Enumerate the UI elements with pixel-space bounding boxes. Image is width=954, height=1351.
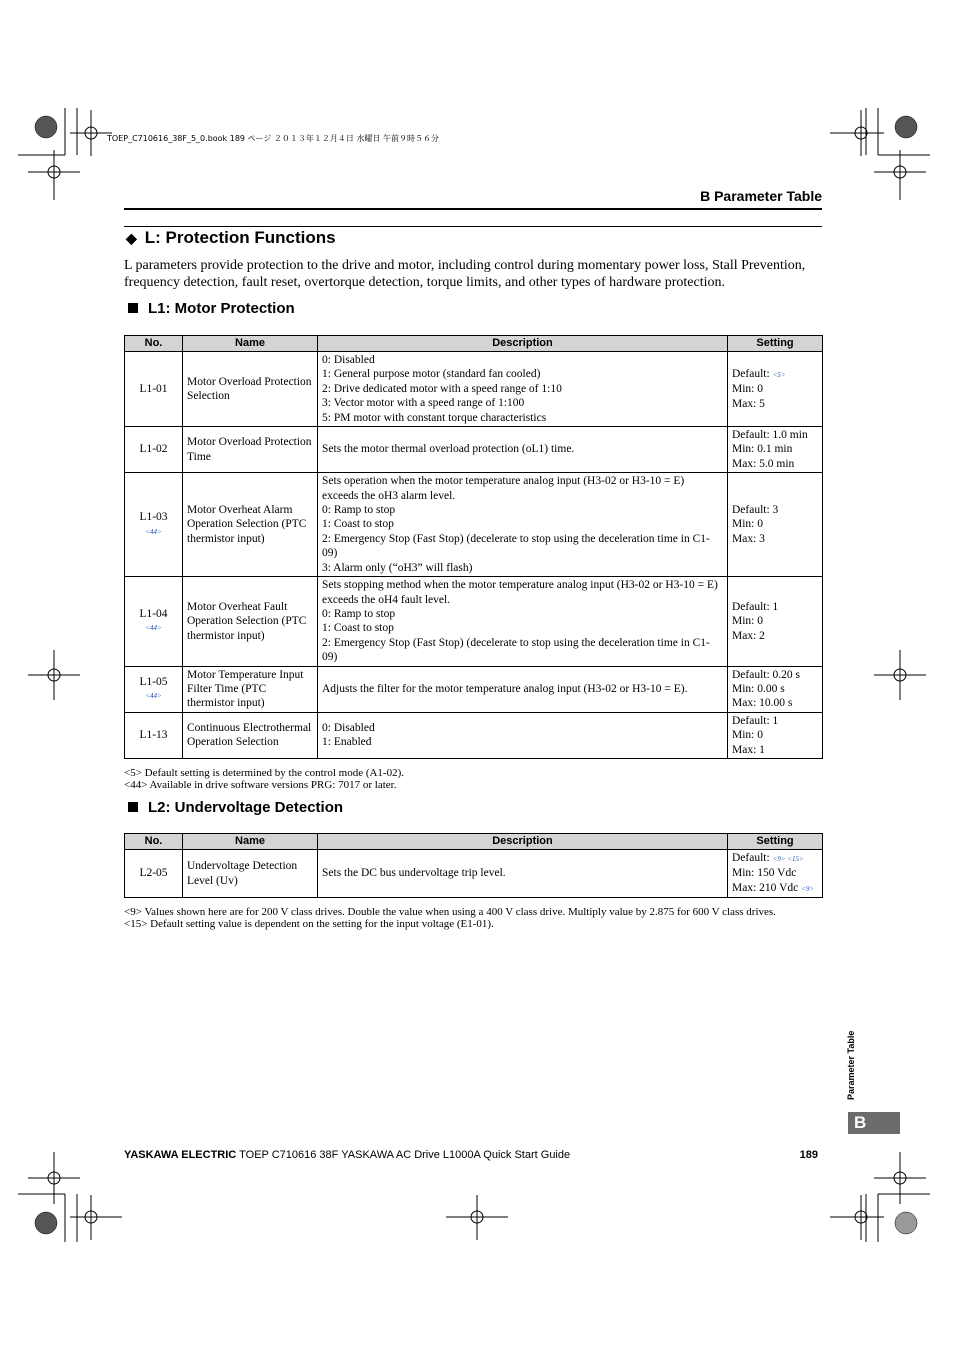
l2-title	[128, 799, 343, 816]
square-bullet-icon	[128, 303, 138, 313]
printer-info-line: TOEP_C710616_38F_5_0.book 189 ページ ２０１３年１２月４日 水曜日 午前９時５６分	[107, 134, 440, 143]
l2-title-text: L2: Undervoltage Detection	[148, 799, 344, 816]
l2-note-15: <15> Default setting value is dependent on the setting for the input voltage (E1-01).	[124, 918, 494, 930]
section-rule	[124, 226, 822, 227]
param-no: L1-05 <44>	[125, 666, 183, 712]
l1-title	[128, 300, 295, 317]
table-row	[125, 577, 823, 666]
param-no: L1-01	[125, 352, 183, 427]
table-row	[125, 666, 823, 712]
header-rule	[124, 208, 822, 210]
l1-table	[124, 335, 823, 759]
table-row	[125, 352, 823, 427]
param-name: Motor Overload Protection Selection	[183, 352, 318, 427]
param-no: L1-04 <44>	[125, 577, 183, 666]
col-name: Name	[183, 834, 318, 850]
intro-paragraph: L parameters provide protection to the drive and motor, including control during momentary power loss, Stall Prevention, frequency detection, fault reset, overtorque detection, torque limits, and other types of hardware protection.	[124, 258, 806, 290]
section-title	[126, 228, 336, 248]
table-row	[125, 850, 823, 898]
page-number: 189	[799, 1149, 818, 1161]
ref-link[interactable]: <9> <15>	[772, 855, 804, 863]
col-name: Name	[183, 336, 318, 352]
l2-note-9: <9> Values shown here are for 200 V class drives. Double the value when using a 400 V class drive. Multiply value by 2.875 for 600 V class drives.	[124, 906, 776, 918]
param-description: Adjusts the filter for the motor temperature analog input (H3-02 or H3-10 = E).	[318, 666, 728, 712]
param-name: Continuous Electrothermal Operation Selection	[183, 712, 318, 758]
param-no: L1-02	[125, 427, 183, 473]
l1-note-5: <5> Default setting is determined by the control mode (A1-02).	[124, 767, 405, 779]
col-no: No.	[125, 834, 183, 850]
col-setting: Setting	[728, 834, 823, 850]
param-name: Motor Overload Protection Time	[183, 427, 318, 473]
param-setting: Default: 3 Min: 0 Max: 3	[728, 473, 823, 577]
param-description: Sets operation when the motor temperature analog input (H3-02 or H3-10 = E) exceeds the oH3 alarm level. 0: Ramp to stop 1: Coast to stop 2: Emergency Stop (Fast Stop) (decelerate to stop using the deceleration time in C1-09) 3: Alarm only (“oH3” will flash)	[318, 473, 728, 577]
ref-link[interactable]: <9>	[801, 884, 815, 893]
param-setting: Default: <9> <15> Min: 150 Vdc Max: 210 Vdc <9>	[728, 850, 823, 898]
table-row	[125, 427, 823, 473]
param-setting: Default: 0.20 s Min: 0.00 s Max: 10.00 s	[728, 666, 823, 712]
footer-brand: YASKAWA ELECTRIC	[124, 1149, 237, 1161]
param-no: L2-05	[125, 850, 183, 898]
col-description: Description	[318, 336, 728, 352]
col-description: Description	[318, 834, 728, 850]
param-setting: Default: <5> Min: 0 Max: 5	[728, 352, 823, 427]
footer-doc-title: TOEP C710616 38F YASKAWA AC Drive L1000A Quick Start Guide	[236, 1149, 571, 1161]
side-tab: B	[848, 1112, 900, 1134]
param-name: Motor Overheat Fault Operation Selection (PTC thermistor input)	[183, 577, 318, 666]
ref-link[interactable]: <44>	[145, 624, 162, 633]
param-no: L1-03 <44>	[125, 473, 183, 577]
param-name: Motor Overheat Alarm Operation Selection (PTC thermistor input)	[183, 473, 318, 577]
square-bullet-icon	[128, 802, 138, 812]
l1-note-44: <44> Available in drive software versions PRG: 7017 or later.	[124, 779, 397, 791]
param-no: L1-13	[125, 712, 183, 758]
table-header-row	[125, 834, 823, 850]
section-title-text: L: Protection Functions	[144, 228, 336, 247]
col-setting: Setting	[728, 336, 823, 352]
diamond-icon: ◆	[126, 230, 137, 246]
param-description: Sets the motor thermal overload protection (oL1) time.	[318, 427, 728, 473]
param-description: 0: Disabled 1: General purpose motor (standard fan cooled) 2: Drive dedicated motor with a speed range of 1:10 3: Vector motor with a speed range of 1:100 5: PM motor with constant torque characteristics	[318, 352, 728, 427]
l1-title-text: L1: Motor Protection	[148, 300, 295, 317]
col-no: No.	[125, 336, 183, 352]
table-row	[125, 473, 823, 577]
param-name: Undervoltage Detection Level (Uv)	[183, 850, 318, 898]
side-tab-label: Parameter Table	[846, 1030, 856, 1100]
param-setting: Default: 1 Min: 0 Max: 1	[728, 712, 823, 758]
l2-table	[124, 833, 823, 898]
param-setting: Default: 1.0 min Min: 0.1 min Max: 5.0 min	[728, 427, 823, 473]
header-title: B Parameter Table	[700, 188, 822, 204]
table-row	[125, 712, 823, 758]
ref-link[interactable]: <5>	[772, 370, 786, 379]
param-description: Sets stopping method when the motor temperature analog input (H3-02 or H3-10 = E) exceeds the oH4 fault level. 0: Ramp to stop 1: Coast to stop 2: Emergency Stop (Fast Stop) (decelerate to stop using the deceleration time in C1-09)	[318, 577, 728, 666]
param-setting: Default: 1 Min: 0 Max: 2	[728, 577, 823, 666]
ref-link[interactable]: <44>	[145, 692, 162, 701]
param-description: Sets the DC bus undervoltage trip level.	[318, 850, 728, 898]
table-header-row	[125, 336, 823, 352]
ref-link[interactable]: <44>	[145, 527, 162, 536]
footer-doc-info	[124, 1149, 570, 1161]
param-name: Motor Temperature Input Filter Time (PTC thermistor input)	[183, 666, 318, 712]
param-description: 0: Disabled 1: Enabled	[318, 712, 728, 758]
